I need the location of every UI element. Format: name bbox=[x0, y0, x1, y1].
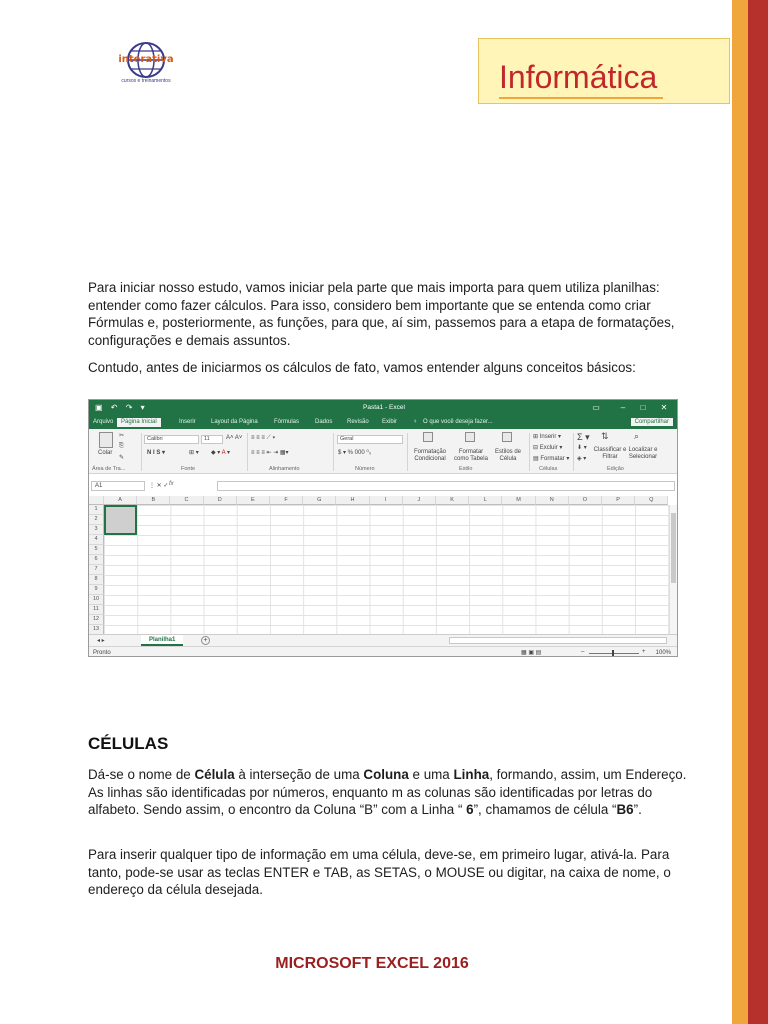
ribbon-tabs bbox=[89, 417, 678, 429]
row-header[interactable]: 10 bbox=[89, 595, 104, 605]
conditional-format-icon[interactable] bbox=[423, 432, 433, 442]
conditional-format-label[interactable]: Formatação Condicional bbox=[413, 449, 446, 462]
text-bold-celula: Célula bbox=[194, 767, 235, 782]
excel-window bbox=[88, 399, 678, 657]
group-label-alignment: Alinhamento bbox=[269, 466, 300, 472]
group-separator bbox=[247, 433, 248, 471]
row-header[interactable]: 1 bbox=[89, 505, 104, 515]
maximize-icon[interactable]: □ bbox=[640, 403, 646, 412]
format-table-label[interactable]: Formatar como Tabela bbox=[454, 449, 488, 462]
cell-area[interactable] bbox=[104, 505, 669, 634]
column-header[interactable]: D bbox=[204, 496, 237, 505]
column-header[interactable]: M bbox=[502, 496, 535, 505]
zoom-out-icon[interactable]: – bbox=[581, 649, 585, 655]
font-size-select[interactable]: 11 bbox=[201, 435, 223, 444]
decorative-stripe-red bbox=[748, 0, 768, 1024]
column-header[interactable]: A bbox=[104, 496, 137, 505]
text-run: , formando, assim, um Endereço. As linhas são identificadas por números, enquanto m as colunas são identificadas por letras do alfabeto. Sendo assim, o encontro da Coluna “B” com a Linha “ bbox=[88, 767, 687, 817]
group-label-number: Número bbox=[355, 466, 375, 472]
column-header[interactable]: G bbox=[303, 496, 336, 505]
column-header[interactable]: P bbox=[602, 496, 635, 505]
group-label-editing: Edição bbox=[607, 466, 624, 472]
excel-title: Pasta1 - Excel bbox=[363, 404, 405, 411]
logo-subtitle: cursos e treinamentos bbox=[121, 78, 171, 84]
column-header[interactable]: E bbox=[237, 496, 270, 505]
clear-icon[interactable]: ◈ ▾ bbox=[577, 456, 587, 462]
tell-me-box[interactable]: O que você deseja fazer... bbox=[423, 419, 493, 425]
group-label-font: Fonte bbox=[181, 466, 196, 472]
column-header[interactable]: H bbox=[336, 496, 369, 505]
text-run: ”, chamamos de célula “ bbox=[473, 802, 617, 817]
cut-icon[interactable]: ✂ bbox=[119, 433, 125, 439]
row-header[interactable]: 11 bbox=[89, 605, 104, 615]
delete-cells-button[interactable]: ⊟ Excluir ▾ bbox=[533, 445, 563, 451]
row-header[interactable]: 6 bbox=[89, 555, 104, 565]
format-cells-button[interactable]: ▤ Formatar ▾ bbox=[533, 456, 570, 462]
tab-revisao[interactable]: Revisão bbox=[347, 419, 369, 425]
tab-formulas[interactable]: Fórmulas bbox=[274, 419, 300, 425]
logo bbox=[106, 40, 186, 86]
text-run: Dá-se o nome de bbox=[88, 767, 195, 782]
format-label: Formatar bbox=[540, 456, 565, 462]
group-separator bbox=[333, 433, 334, 471]
text-bold-6: 6 bbox=[466, 802, 474, 817]
zoom-in-icon[interactable]: + bbox=[642, 649, 646, 655]
row-header[interactable]: 5 bbox=[89, 545, 104, 555]
row-header[interactable]: 2 bbox=[89, 515, 104, 525]
zoom-slider-knob[interactable] bbox=[612, 650, 614, 657]
ribbon bbox=[89, 429, 678, 474]
group-label-cells: Células bbox=[539, 466, 558, 472]
autosum-icon[interactable]: Σ ▾ bbox=[577, 432, 590, 442]
column-header[interactable]: O bbox=[569, 496, 602, 505]
format-painter-icon[interactable]: ✎ bbox=[119, 455, 125, 461]
name-box[interactable]: A1 bbox=[91, 481, 145, 491]
ribbon-display-icon[interactable]: ▭ bbox=[592, 403, 600, 412]
group-separator bbox=[141, 433, 142, 471]
tab-inserir[interactable]: Inserir bbox=[179, 419, 196, 425]
column-header[interactable]: L bbox=[469, 496, 502, 505]
delete-label: Excluir bbox=[539, 445, 558, 451]
section-heading: CÉLULAS bbox=[88, 734, 169, 753]
copy-icon[interactable]: ⎘ bbox=[119, 443, 124, 449]
formula-bar bbox=[89, 480, 678, 492]
cell-styles-icon[interactable] bbox=[502, 432, 512, 442]
find-icon[interactable]: ⌕ bbox=[634, 431, 640, 441]
tab-dados[interactable]: Dados bbox=[315, 419, 333, 425]
decorative-stripe-orange bbox=[732, 0, 748, 1024]
close-icon[interactable]: ✕ bbox=[660, 403, 668, 412]
column-header[interactable]: J bbox=[403, 496, 436, 505]
vertical-scrollbar[interactable] bbox=[669, 505, 677, 634]
row-header[interactable]: 12 bbox=[89, 615, 104, 625]
save-icon[interactable]: ▣ ↶ ↷ ▾ bbox=[95, 403, 148, 412]
font-grow-icon[interactable]: A˄ A˅ bbox=[226, 435, 243, 441]
group-label-style: Estilo bbox=[459, 466, 473, 472]
status-bar bbox=[89, 646, 678, 657]
text-run: à interseção de uma bbox=[234, 767, 364, 782]
group-separator bbox=[407, 433, 408, 471]
zoom-slider[interactable] bbox=[589, 653, 639, 654]
row-header[interactable]: 13 bbox=[89, 625, 104, 635]
tab-pagina-inicial[interactable]: Página Inicial bbox=[117, 418, 161, 427]
select-all-corner[interactable] bbox=[89, 496, 104, 505]
column-header[interactable]: Q bbox=[635, 496, 668, 505]
sort-icon[interactable]: ⇅ bbox=[601, 431, 609, 441]
number-format-select[interactable]: Geral bbox=[337, 435, 403, 444]
header-box bbox=[478, 38, 730, 104]
column-header[interactable]: N bbox=[536, 496, 569, 505]
row-header[interactable]: 9 bbox=[89, 585, 104, 595]
insert-cells-button[interactable]: ⊞ Inserir ▾ bbox=[533, 434, 562, 440]
group-label-clipboard: Área de Tra... bbox=[92, 466, 126, 472]
minimize-icon[interactable]: – bbox=[620, 403, 626, 412]
horizontal-scrollbar[interactable] bbox=[449, 637, 667, 644]
page-title: Informática bbox=[499, 59, 658, 95]
insert-label: Inserir bbox=[539, 434, 557, 440]
section-paragraph-2: Para inserir qualquer tipo de informação em uma célula, deve-se, em primeiro lugar, ativá-la. Para tanto, pode-se usar as teclas ENTER e TAB, as SETAS, o MOUSE ou digitar, na caixa de nome, o endereço da célula desejada. bbox=[88, 847, 671, 897]
row-header[interactable]: 8 bbox=[89, 575, 104, 585]
find-select-label[interactable]: Localizar e Selecionar bbox=[628, 447, 658, 460]
column-header[interactable]: C bbox=[170, 496, 203, 505]
normal-view-icon[interactable]: ▦ ▣ ▤ bbox=[521, 650, 542, 656]
sheet-nav-icon[interactable]: ◂ ▸ bbox=[97, 638, 105, 644]
format-table-icon[interactable] bbox=[465, 432, 475, 442]
bold-icon[interactable]: N I S ▾ bbox=[147, 450, 166, 456]
border-icon[interactable]: ⊞ ▾ bbox=[189, 450, 199, 456]
column-header[interactable]: B bbox=[137, 496, 170, 505]
sheet-bar bbox=[89, 634, 678, 646]
paste-icon[interactable] bbox=[99, 432, 113, 448]
title-underline bbox=[499, 97, 663, 99]
row-header[interactable]: 3 bbox=[89, 525, 104, 535]
row-header[interactable]: 7 bbox=[89, 565, 104, 575]
selected-cell[interactable] bbox=[104, 505, 137, 535]
tab-arquivo[interactable]: Arquivo bbox=[93, 419, 114, 425]
text-bold-coluna: Coluna bbox=[363, 767, 409, 782]
text-run: e uma bbox=[408, 767, 454, 782]
text-bold-linha: Linha bbox=[453, 767, 490, 782]
group-separator bbox=[573, 433, 574, 471]
cancel-icon[interactable]: ⋮ ✕ ✓ bbox=[149, 483, 169, 489]
intro-paragraph-1: Para iniciar nosso estudo, vamos iniciar pela parte que mais importa para quem utiliza planilhas: entender como fazer cálculos. Para isso, considero bem importante que se entenda como criar Fórmulas e, posteriormente, as funções, para que, aí sim, passemos para a etapa de formatações, configurações e demais assuntos. bbox=[88, 280, 675, 348]
currency-icon[interactable]: $ ▾ % 000 ⁰₀ bbox=[338, 450, 372, 456]
formula-input[interactable] bbox=[217, 481, 675, 491]
scroll-thumb[interactable] bbox=[671, 513, 676, 583]
column-header[interactable]: F bbox=[270, 496, 303, 505]
align-top-icon[interactable]: ≡ ≡ ≡ ⟋ ▾ bbox=[251, 435, 276, 441]
text-bold-b6: B6 bbox=[616, 802, 634, 817]
tab-layout-da-pagina[interactable]: Layout da Página bbox=[211, 419, 258, 425]
status-text: Pronto bbox=[93, 650, 111, 656]
logo-text: interativa bbox=[118, 54, 174, 65]
column-header[interactable]: I bbox=[370, 496, 403, 505]
text-run: ”. bbox=[633, 802, 642, 817]
excel-titlebar bbox=[89, 400, 678, 417]
intro-paragraph-2: Contudo, antes de iniciarmos os cálculos de fato, vamos entender alguns conceitos básicos: bbox=[88, 360, 636, 375]
sheet-tab-planilha1[interactable]: Planilha1 bbox=[141, 635, 183, 646]
sort-filter-label[interactable]: Classificar e Filtrar bbox=[593, 447, 627, 460]
cell-styles-label[interactable]: Estilos de Célula bbox=[494, 449, 521, 462]
fill-color-icon[interactable]: ◆ ▾ A ▾ bbox=[211, 450, 230, 456]
share-button[interactable]: Compartilhar bbox=[631, 418, 673, 426]
row-header[interactable]: 4 bbox=[89, 535, 104, 545]
group-separator bbox=[529, 433, 530, 471]
paste-label: Colar bbox=[98, 450, 113, 456]
add-sheet-icon[interactable]: + bbox=[201, 636, 210, 645]
font-name-select[interactable]: Calibri bbox=[144, 435, 199, 444]
column-header[interactable]: K bbox=[436, 496, 469, 505]
section-paragraph-1 bbox=[88, 766, 698, 819]
fill-icon[interactable]: ⬇ ▾ bbox=[577, 445, 587, 451]
spreadsheet-grid[interactable] bbox=[89, 496, 678, 634]
tab-exibir[interactable]: Exibir bbox=[382, 419, 398, 425]
lightbulb-icon: ♀ bbox=[413, 419, 418, 425]
align-left-icon[interactable]: ≡ ≡ ≡ ⇤ ⇥ ▦▾ bbox=[251, 450, 289, 456]
zoom-level[interactable]: 100% bbox=[655, 650, 671, 656]
fx-icon[interactable]: fx bbox=[169, 481, 174, 487]
footer-title: MICROSOFT EXCEL 2016 bbox=[275, 955, 469, 972]
